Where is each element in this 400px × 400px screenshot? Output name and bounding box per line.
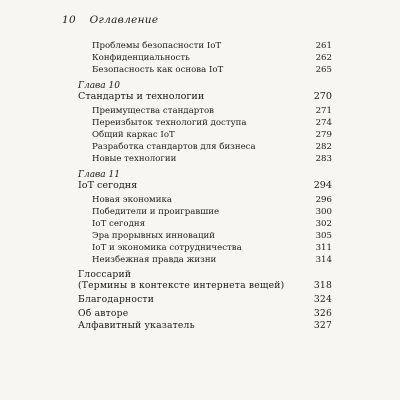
toc-entry-label: IoT и экономика сотрудничества <box>92 243 242 253</box>
toc-entry-page: 300 <box>315 207 332 217</box>
toc-entry-label: Неизбежная правда жизни <box>92 255 217 265</box>
toc-entry-label: Новые технологии <box>92 154 177 164</box>
page-title: Оглавление <box>89 14 159 26</box>
acknowledgements-page: 324 <box>313 294 332 305</box>
toc-entry-page: 302 <box>315 219 332 229</box>
toc-entry-label: Общий каркас IoT <box>92 130 175 140</box>
toc-entry[interactable] <box>0 117 400 129</box>
page-number: 10 <box>62 14 76 26</box>
toc-entry-label: Проблемы безопасности IoT <box>92 41 222 51</box>
toc-entry[interactable] <box>0 254 400 266</box>
toc-entry-page: 314 <box>315 255 332 265</box>
toc-entry-label: Эра прорывных инноваций <box>92 231 215 241</box>
toc-entry[interactable] <box>0 230 400 242</box>
toc-entry-label: Конфиденциальность <box>92 53 190 63</box>
toc-backmatter-acknowledgements[interactable] <box>0 294 400 306</box>
toc-entry-page: 265 <box>315 65 332 75</box>
index-page: 327 <box>313 320 332 331</box>
about-author-label: Об авторе <box>78 308 129 319</box>
toc-entry[interactable] <box>0 64 400 76</box>
toc-entry-label: Победители и проигравшие <box>92 207 220 217</box>
about-author-page: 326 <box>313 308 332 319</box>
toc-entry[interactable] <box>0 129 400 141</box>
toc-entry-label: Безопасность как основа IoT <box>92 65 224 75</box>
chapter-10-label: Глава 10 <box>78 81 120 91</box>
toc-backmatter-about-author[interactable] <box>0 308 400 320</box>
toc-entry[interactable] <box>0 194 400 206</box>
toc-entry-page: 271 <box>315 106 332 116</box>
toc-entry-page: 279 <box>315 130 332 140</box>
toc-backmatter-glossary-line2[interactable] <box>0 280 400 292</box>
chapter-10-page: 270 <box>313 91 332 102</box>
chapter-11-label: Глава 11 <box>78 170 120 180</box>
glossary-subtitle: (Термины в контексте интернета вещей) <box>78 280 285 291</box>
chapter-11-title-row[interactable] <box>0 180 400 192</box>
toc-entry-page: 283 <box>315 154 332 164</box>
toc-entry-page: 311 <box>315 243 332 253</box>
toc-entry-page: 296 <box>315 195 332 205</box>
glossary-label: Глоссарий <box>78 269 132 280</box>
toc-entry[interactable] <box>0 153 400 165</box>
toc-entry[interactable] <box>0 242 400 254</box>
toc-entry-label: Преимущества стандартов <box>92 106 214 116</box>
chapter-10-title: Стандарты и технологии <box>78 91 205 102</box>
toc-entry-label: Разработка стандартов для бизнеса <box>92 142 256 152</box>
toc-entry-page: 262 <box>315 53 332 63</box>
toc-entry[interactable] <box>0 141 400 153</box>
toc-entry[interactable] <box>0 40 400 52</box>
toc-entry[interactable] <box>0 52 400 64</box>
toc-entry-page: 274 <box>315 118 332 128</box>
toc-entry[interactable] <box>0 206 400 218</box>
page-header <box>62 14 158 26</box>
chapter-11-title: IoT сегодня <box>78 180 138 191</box>
toc-entry-label: IoT сегодня <box>92 219 146 229</box>
toc-entry-page: 261 <box>315 41 332 51</box>
toc-entry[interactable] <box>0 218 400 230</box>
index-label: Алфавитный указатель <box>78 320 195 331</box>
toc-entry-page: 282 <box>315 142 332 152</box>
glossary-page: 318 <box>313 280 332 291</box>
toc-entry-page: 305 <box>315 231 332 241</box>
toc-backmatter-index[interactable] <box>0 320 400 332</box>
acknowledgements-label: Благодарности <box>78 294 155 305</box>
toc-entry[interactable] <box>0 105 400 117</box>
chapter-11-page: 294 <box>313 180 332 191</box>
toc-entry-label: Переизбыток технологий доступа <box>92 118 247 128</box>
toc-entry-label: Новая экономика <box>92 195 172 205</box>
chapter-10-title-row[interactable] <box>0 91 400 103</box>
